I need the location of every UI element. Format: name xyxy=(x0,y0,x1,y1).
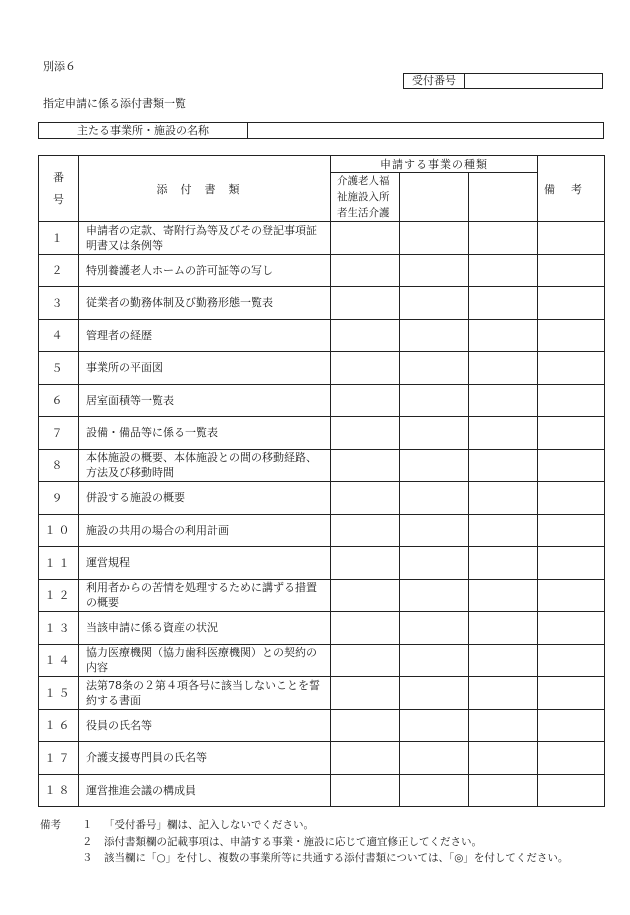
service-check-cell[interactable] xyxy=(469,449,538,482)
remarks-cell[interactable] xyxy=(538,514,605,547)
service-check-cell[interactable] xyxy=(469,417,538,450)
service-check-cell[interactable] xyxy=(469,287,538,320)
receipt-number-label: 受付番号 xyxy=(404,74,465,88)
service-check-cell[interactable] xyxy=(469,222,538,255)
header-remarks: 備考 xyxy=(538,156,605,222)
remarks-cell[interactable] xyxy=(538,222,605,255)
table-row xyxy=(39,222,605,255)
remarks-cell[interactable] xyxy=(538,742,605,775)
service-check-cell[interactable] xyxy=(331,449,400,482)
service-check-cell[interactable] xyxy=(400,579,469,612)
remarks-cell[interactable] xyxy=(538,482,605,515)
remarks-cell[interactable] xyxy=(538,254,605,287)
row-document: 協力医療機関（協力歯科医療機関）との契約の内容 xyxy=(79,644,331,677)
row-number: ５ xyxy=(39,352,79,385)
receipt-number-box xyxy=(403,73,603,89)
remarks-cell[interactable] xyxy=(538,579,605,612)
header-service-type-2 xyxy=(400,173,469,222)
row-document: 利用者からの苦情を処理するために講ずる措置の概要 xyxy=(79,579,331,612)
row-number: ３ xyxy=(39,287,79,320)
header-service-group: 申請する事業の種類 xyxy=(331,156,538,173)
service-check-cell[interactable] xyxy=(400,644,469,677)
service-check-cell[interactable] xyxy=(469,709,538,742)
service-check-cell[interactable] xyxy=(400,319,469,352)
remarks-cell[interactable] xyxy=(538,384,605,417)
table-row xyxy=(39,482,605,515)
table-row xyxy=(39,384,605,417)
service-check-cell[interactable] xyxy=(469,579,538,612)
row-document: 本体施設の概要、本体施設との間の移動経路、方法及び移動時間 xyxy=(79,449,331,482)
service-check-cell[interactable] xyxy=(331,514,400,547)
header-service-type-1: 介護老人福祉施設入所者生活介護 xyxy=(331,173,400,222)
table-row xyxy=(39,547,605,580)
table-row xyxy=(39,449,605,482)
service-check-cell[interactable] xyxy=(400,222,469,255)
service-check-cell[interactable] xyxy=(469,547,538,580)
remarks-cell[interactable] xyxy=(538,547,605,580)
service-check-cell[interactable] xyxy=(400,547,469,580)
remarks-cell[interactable] xyxy=(538,677,605,710)
row-number: １ xyxy=(39,222,79,255)
facility-name-box xyxy=(38,122,604,139)
service-check-cell[interactable] xyxy=(400,384,469,417)
service-check-cell[interactable] xyxy=(331,774,400,807)
service-check-cell[interactable] xyxy=(400,417,469,450)
row-number: ８ xyxy=(39,449,79,482)
table-row xyxy=(39,514,605,547)
remarks-cell[interactable] xyxy=(538,449,605,482)
table-row xyxy=(39,319,605,352)
remarks-cell[interactable] xyxy=(538,612,605,645)
service-check-cell[interactable] xyxy=(331,742,400,775)
row-document: 法第78条の２第４項各号に該当しないことを誓約する書面 xyxy=(79,677,331,710)
table-row xyxy=(39,612,605,645)
remarks-cell[interactable] xyxy=(538,644,605,677)
service-check-cell[interactable] xyxy=(331,482,400,515)
facility-name-label: 主たる事業所・施設の名称 xyxy=(39,123,248,138)
remarks-cell[interactable] xyxy=(538,709,605,742)
service-check-cell[interactable] xyxy=(469,384,538,417)
service-check-cell[interactable] xyxy=(469,482,538,515)
row-number: ２ xyxy=(39,254,79,287)
facility-name-field[interactable] xyxy=(248,123,603,138)
header-number-char: 号 xyxy=(53,192,64,206)
row-document: 施設の共用の場合の利用計画 xyxy=(79,514,331,547)
row-document: 併設する施設の概要 xyxy=(79,482,331,515)
row-document: 運営規程 xyxy=(79,547,331,580)
service-check-cell[interactable] xyxy=(469,254,538,287)
service-check-cell[interactable] xyxy=(400,482,469,515)
row-number: １６ xyxy=(39,709,79,742)
service-check-cell[interactable] xyxy=(400,514,469,547)
service-check-cell[interactable] xyxy=(469,514,538,547)
table-row xyxy=(39,709,605,742)
header-service-type-3 xyxy=(469,173,538,222)
row-number: ４ xyxy=(39,319,79,352)
table-row xyxy=(39,677,605,710)
row-number: ９ xyxy=(39,482,79,515)
service-check-cell[interactable] xyxy=(469,352,538,385)
row-document: 事業所の平面図 xyxy=(79,352,331,385)
annex-label: 別添６ xyxy=(43,60,76,73)
service-check-cell[interactable] xyxy=(400,352,469,385)
table-row xyxy=(39,254,605,287)
row-document: 当該申請に係る資産の状況 xyxy=(79,612,331,645)
row-number: １３ xyxy=(39,612,79,645)
service-check-cell[interactable] xyxy=(331,709,400,742)
remarks-cell[interactable] xyxy=(538,319,605,352)
remarks-cell[interactable] xyxy=(538,417,605,450)
row-number: １７ xyxy=(39,742,79,775)
note-item: ３ 該当欄に「○」を付し、複数の事業所等に共通する添付書類については、「◎」を付してください。 xyxy=(82,852,569,864)
service-check-cell[interactable] xyxy=(331,222,400,255)
note-item: ２ 添付書類欄の記載事項は、申請する事業・施設に応じて適宜修正してください。 xyxy=(82,835,482,848)
remarks-cell[interactable] xyxy=(538,352,605,385)
attachment-table xyxy=(38,155,605,807)
service-check-cell[interactable] xyxy=(331,677,400,710)
page-title: 指定申請に係る添付書類一覧 xyxy=(43,97,186,110)
receipt-number-field[interactable] xyxy=(465,74,602,88)
service-check-cell[interactable] xyxy=(469,612,538,645)
service-check-cell[interactable] xyxy=(331,319,400,352)
header-number xyxy=(39,156,79,222)
row-document: 居室面積等一覧表 xyxy=(79,384,331,417)
header-document: 添付書類 xyxy=(79,156,331,222)
service-check-cell[interactable] xyxy=(400,254,469,287)
service-check-cell[interactable] xyxy=(400,709,469,742)
service-check-cell[interactable] xyxy=(400,742,469,775)
service-check-cell[interactable] xyxy=(331,417,400,450)
remarks-cell[interactable] xyxy=(538,287,605,320)
table-row xyxy=(39,579,605,612)
table-row xyxy=(39,774,605,807)
row-document: 設備・備品等に係る一覧表 xyxy=(79,417,331,450)
row-document: 介護支援専門員の氏名等 xyxy=(79,742,331,775)
row-number: １８ xyxy=(39,774,79,807)
service-check-cell[interactable] xyxy=(400,449,469,482)
service-check-cell[interactable] xyxy=(469,774,538,807)
service-check-cell[interactable] xyxy=(331,547,400,580)
row-document: 従業者の勤務体制及び勤務形態一覧表 xyxy=(79,287,331,320)
service-check-cell[interactable] xyxy=(400,287,469,320)
row-document: 運営推進会議の構成員 xyxy=(79,774,331,807)
service-check-cell[interactable] xyxy=(469,742,538,775)
note-item: １ 「受付番号」欄は、記入しないでください。 xyxy=(82,819,314,831)
row-document: 特別養護老人ホームの許可証等の写し xyxy=(79,254,331,287)
table-row xyxy=(39,417,605,450)
service-check-cell[interactable] xyxy=(331,612,400,645)
service-check-cell[interactable] xyxy=(331,254,400,287)
row-number: １０ xyxy=(39,514,79,547)
row-document: 管理者の経歴 xyxy=(79,319,331,352)
row-number: ７ xyxy=(39,417,79,450)
service-check-cell[interactable] xyxy=(400,774,469,807)
row-number: １５ xyxy=(39,677,79,710)
table-row xyxy=(39,287,605,320)
notes-heading: 備考 xyxy=(40,819,61,831)
service-check-cell[interactable] xyxy=(469,644,538,677)
service-check-cell[interactable] xyxy=(331,287,400,320)
row-number: １２ xyxy=(39,579,79,612)
row-document: 役員の氏名等 xyxy=(79,709,331,742)
row-number: １４ xyxy=(39,644,79,677)
service-check-cell[interactable] xyxy=(469,677,538,710)
table-row xyxy=(39,644,605,677)
header-number-label xyxy=(53,171,64,206)
service-check-cell[interactable] xyxy=(331,579,400,612)
service-check-cell[interactable] xyxy=(400,677,469,710)
service-check-cell[interactable] xyxy=(331,384,400,417)
header-number-char: 番 xyxy=(53,170,64,184)
table-row xyxy=(39,742,605,775)
row-number: １１ xyxy=(39,547,79,580)
service-check-cell[interactable] xyxy=(331,644,400,677)
service-check-cell[interactable] xyxy=(469,319,538,352)
row-number: ６ xyxy=(39,384,79,417)
table-row xyxy=(39,352,605,385)
row-document: 申請者の定款、寄附行為等及びその登記事項証明書又は条例等 xyxy=(79,222,331,255)
remarks-cell[interactable] xyxy=(538,774,605,807)
service-check-cell[interactable] xyxy=(400,612,469,645)
service-check-cell[interactable] xyxy=(331,352,400,385)
